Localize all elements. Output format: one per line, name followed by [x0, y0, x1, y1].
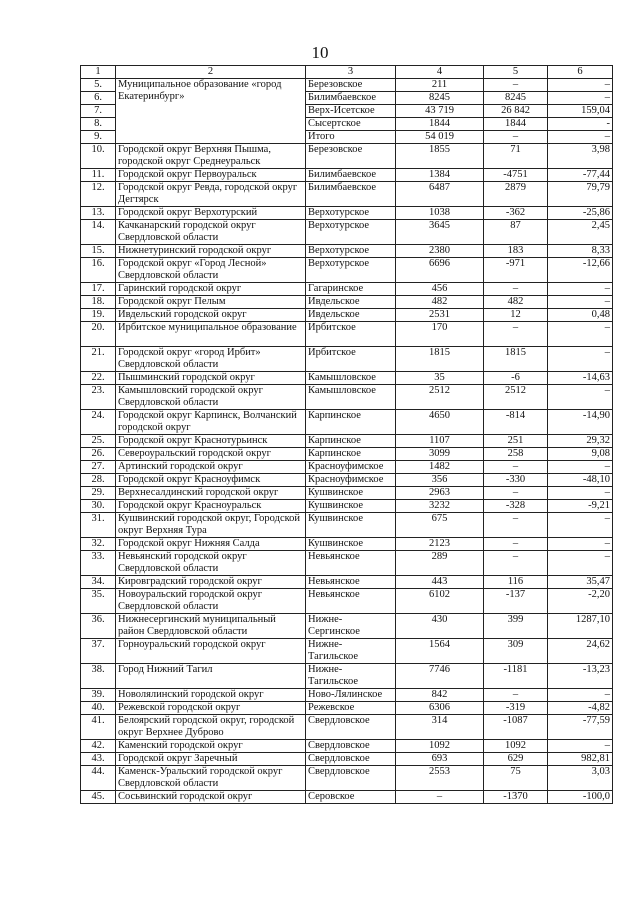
row-number: 41.: [81, 715, 116, 740]
column-6-value: –: [548, 322, 613, 347]
municipality-name: Нижнетуринский городской округ: [116, 245, 306, 258]
forestry-area: Невьянское: [306, 551, 396, 576]
column-4-value: 675: [396, 513, 484, 538]
municipality-name: Качканарский городской округ Свердловской области: [116, 220, 306, 245]
column-5-value: –: [484, 689, 548, 702]
column-5-value: -1181: [484, 664, 548, 689]
municipality-name: Новоуральский городской округ Свердловской области: [116, 589, 306, 614]
column-4-value: 6696: [396, 258, 484, 283]
municipality-name: Городской округ Карпинск, Волчанский городской округ: [116, 410, 306, 435]
table-row: [81, 753, 613, 766]
table-row: [81, 702, 613, 715]
municipality-name: Муниципальное образование «город Екатеринбург»: [116, 79, 306, 144]
municipality-name: Каменск-Уральский городской округ Свердловской области: [116, 766, 306, 791]
forestry-area: Режевское: [306, 702, 396, 715]
column-4-value: 1844: [396, 118, 484, 131]
row-number: 35.: [81, 589, 116, 614]
table-row: [81, 576, 613, 589]
table-row: [81, 664, 613, 689]
forestry-area: Карпинское: [306, 410, 396, 435]
column-5-value: 251: [484, 435, 548, 448]
column-5-value: –: [484, 487, 548, 500]
column-5-value: 1844: [484, 118, 548, 131]
column-4-value: 3645: [396, 220, 484, 245]
municipality-name: Городской округ Верхотурский: [116, 207, 306, 220]
column-5-value: -328: [484, 500, 548, 513]
column-6-value: 29,32: [548, 435, 613, 448]
column-4-value: 3232: [396, 500, 484, 513]
column-5-value: 8245: [484, 92, 548, 105]
column-5-value: 183: [484, 245, 548, 258]
column-4-value: 170: [396, 322, 484, 347]
column-5-value: 71: [484, 144, 548, 169]
column-6-value: 9,08: [548, 448, 613, 461]
row-number: 23.: [81, 385, 116, 410]
column-5-value: 26 842: [484, 105, 548, 118]
table-row: [81, 385, 613, 410]
column-4-value: 35: [396, 372, 484, 385]
forestry-area: Билимбаевское: [306, 182, 396, 207]
column-header-6: 6: [548, 66, 613, 79]
column-6-value: -77,59: [548, 715, 613, 740]
table-row: [81, 500, 613, 513]
municipality-name: Городской округ Первоуральск: [116, 169, 306, 182]
row-number: 24.: [81, 410, 116, 435]
table-row: [81, 283, 613, 296]
column-6-value: –: [548, 347, 613, 372]
row-number: 21.: [81, 347, 116, 372]
column-4-value: 43 719: [396, 105, 484, 118]
forestry-area: Билимбаевское: [306, 92, 396, 105]
municipality-name: Гаринский городской округ: [116, 283, 306, 296]
column-5-value: –: [484, 322, 548, 347]
forestry-area: Ново-Лялинское: [306, 689, 396, 702]
column-4-value: 356: [396, 474, 484, 487]
forestry-area: Красноуфимское: [306, 461, 396, 474]
table-row: [81, 614, 613, 639]
column-4-value: 54 019: [396, 131, 484, 144]
row-number: 25.: [81, 435, 116, 448]
forestry-area: Кушвинское: [306, 538, 396, 551]
row-number: 7.: [81, 105, 116, 118]
row-number: 28.: [81, 474, 116, 487]
column-6-value: –: [548, 461, 613, 474]
row-number: 45.: [81, 791, 116, 804]
forestry-area: Верхотурское: [306, 220, 396, 245]
column-4-value: 8245: [396, 92, 484, 105]
row-number: 38.: [81, 664, 116, 689]
column-header-1: 1: [81, 66, 116, 79]
column-4-value: 1564: [396, 639, 484, 664]
forestry-area: Карпинское: [306, 448, 396, 461]
column-5-value: -330: [484, 474, 548, 487]
column-4-value: 7746: [396, 664, 484, 689]
column-header-5: 5: [484, 66, 548, 79]
column-4-value: 456: [396, 283, 484, 296]
row-number: 15.: [81, 245, 116, 258]
row-number: 16.: [81, 258, 116, 283]
table-row: [81, 740, 613, 753]
column-4-value: 1038: [396, 207, 484, 220]
column-6-value: –: [548, 79, 613, 92]
column-6-value: -48,10: [548, 474, 613, 487]
row-number: 32.: [81, 538, 116, 551]
row-number: 31.: [81, 513, 116, 538]
municipality-name: Городской округ Нижняя Салда: [116, 538, 306, 551]
row-number: 14.: [81, 220, 116, 245]
row-number: 43.: [81, 753, 116, 766]
column-6-value: -2,20: [548, 589, 613, 614]
row-number: 40.: [81, 702, 116, 715]
table-row: [81, 448, 613, 461]
municipality-name: Невьянский городской округ Свердловской области: [116, 551, 306, 576]
municipality-name: Городской округ Ревда, городской округ Дегтярск: [116, 182, 306, 207]
municipality-name: Городской округ «Город Лесной» Свердловской области: [116, 258, 306, 283]
column-6-value: –: [548, 689, 613, 702]
row-number: 18.: [81, 296, 116, 309]
column-4-value: 693: [396, 753, 484, 766]
column-header-2: 2: [116, 66, 306, 79]
row-number: 5.: [81, 79, 116, 92]
column-6-value: 3,03: [548, 766, 613, 791]
column-5-value: -362: [484, 207, 548, 220]
header-row: [81, 66, 613, 79]
column-4-value: 2512: [396, 385, 484, 410]
row-number: 33.: [81, 551, 116, 576]
table-row: [81, 347, 613, 372]
column-4-value: 6306: [396, 702, 484, 715]
column-6-value: -25,86: [548, 207, 613, 220]
column-4-value: 6487: [396, 182, 484, 207]
table-row: [81, 715, 613, 740]
column-6-value: -4,82: [548, 702, 613, 715]
column-5-value: -4751: [484, 169, 548, 182]
column-4-value: 4650: [396, 410, 484, 435]
table-row: [81, 258, 613, 283]
table-row: [81, 410, 613, 435]
forestry-area: Красноуфимское: [306, 474, 396, 487]
column-4-value: –: [396, 791, 484, 804]
column-4-value: 2963: [396, 487, 484, 500]
column-4-value: 443: [396, 576, 484, 589]
column-header-3: 3: [306, 66, 396, 79]
column-4-value: 2380: [396, 245, 484, 258]
municipality-name: Белоярский городской округ, городской округ Верхнее Дуброво: [116, 715, 306, 740]
column-header-4: 4: [396, 66, 484, 79]
table-row: [81, 220, 613, 245]
forestry-area: Камышловское: [306, 372, 396, 385]
row-number: 42.: [81, 740, 116, 753]
column-6-value: –: [548, 487, 613, 500]
table-row: [81, 182, 613, 207]
row-number: 8.: [81, 118, 116, 131]
column-5-value: -1370: [484, 791, 548, 804]
column-6-value: -100,0: [548, 791, 613, 804]
table-row: [81, 487, 613, 500]
row-number: 10.: [81, 144, 116, 169]
forestry-area: Верх-Исетское: [306, 105, 396, 118]
row-number: 12.: [81, 182, 116, 207]
row-number: 9.: [81, 131, 116, 144]
municipality-name: Кушвинский городской округ, Городской округ Верхняя Тура: [116, 513, 306, 538]
column-6-value: –: [548, 92, 613, 105]
column-5-value: –: [484, 131, 548, 144]
column-6-value: 79,79: [548, 182, 613, 207]
column-5-value: 1815: [484, 347, 548, 372]
column-4-value: 2531: [396, 309, 484, 322]
column-5-value: –: [484, 513, 548, 538]
forestry-area: Серовское: [306, 791, 396, 804]
forestry-area: Ивдельское: [306, 296, 396, 309]
forestry-area: Кушвинское: [306, 500, 396, 513]
forestry-area: Камышловское: [306, 385, 396, 410]
table-row: [81, 435, 613, 448]
column-4-value: 2123: [396, 538, 484, 551]
column-5-value: -137: [484, 589, 548, 614]
column-5-value: –: [484, 551, 548, 576]
column-5-value: -1087: [484, 715, 548, 740]
column-5-value: -6: [484, 372, 548, 385]
column-6-value: -77,44: [548, 169, 613, 182]
column-6-value: 982,81: [548, 753, 613, 766]
table-row: [81, 245, 613, 258]
column-4-value: 430: [396, 614, 484, 639]
column-6-value: 3,98: [548, 144, 613, 169]
table-row: [81, 589, 613, 614]
municipality-name: Городской округ Заречный: [116, 753, 306, 766]
column-5-value: –: [484, 538, 548, 551]
forestry-area: Ирбитское: [306, 347, 396, 372]
row-number: 27.: [81, 461, 116, 474]
column-4-value: 289: [396, 551, 484, 576]
column-4-value: 3099: [396, 448, 484, 461]
municipality-name: Камышловский городской округ Свердловской области: [116, 385, 306, 410]
municipality-name: Ирбитское муниципальное образование: [116, 322, 306, 347]
column-5-value: 75: [484, 766, 548, 791]
row-number: 17.: [81, 283, 116, 296]
forestry-area: Невьянское: [306, 589, 396, 614]
municipality-name: Городской округ Верхняя Пышма, городской округ Среднеуральск: [116, 144, 306, 169]
column-6-value: -14,63: [548, 372, 613, 385]
column-5-value: 399: [484, 614, 548, 639]
municipality-name: Сосьвинский городской округ: [116, 791, 306, 804]
column-6-value: -14,90: [548, 410, 613, 435]
column-6-value: –: [548, 296, 613, 309]
row-number: 22.: [81, 372, 116, 385]
table-row: [81, 322, 613, 347]
municipality-name: Горноуральский городской округ: [116, 639, 306, 664]
forestry-area: Березовское: [306, 144, 396, 169]
column-5-value: -319: [484, 702, 548, 715]
row-number: 29.: [81, 487, 116, 500]
column-4-value: 1482: [396, 461, 484, 474]
row-number: 37.: [81, 639, 116, 664]
municipality-name: Ивдельский городской округ: [116, 309, 306, 322]
row-number: 11.: [81, 169, 116, 182]
column-6-value: 24,62: [548, 639, 613, 664]
forestry-area: Карпинское: [306, 435, 396, 448]
column-5-value: 2512: [484, 385, 548, 410]
municipality-name: Североуральский городской округ: [116, 448, 306, 461]
forestry-area: Верхотурское: [306, 207, 396, 220]
forestry-area: Свердловское: [306, 753, 396, 766]
municipality-name: Городской округ «город Ирбит» Свердловской области: [116, 347, 306, 372]
column-6-value: –: [548, 513, 613, 538]
municipality-name: Городской округ Краснотурьинск: [116, 435, 306, 448]
table-row: [81, 791, 613, 804]
row-number: 19.: [81, 309, 116, 322]
forestry-area: Нижне- Тагильское: [306, 664, 396, 689]
table-row: [81, 207, 613, 220]
column-6-value: –: [548, 131, 613, 144]
column-6-value: 8,33: [548, 245, 613, 258]
row-number: 13.: [81, 207, 116, 220]
column-5-value: 309: [484, 639, 548, 664]
table-row: [81, 474, 613, 487]
forestry-area: Свердловское: [306, 715, 396, 740]
column-6-value: 1287,10: [548, 614, 613, 639]
column-4-value: 1815: [396, 347, 484, 372]
forestry-area: Ирбитское: [306, 322, 396, 347]
column-5-value: 2879: [484, 182, 548, 207]
column-4-value: 1384: [396, 169, 484, 182]
column-6-value: –: [548, 385, 613, 410]
forestry-area: Итого: [306, 131, 396, 144]
column-4-value: 842: [396, 689, 484, 702]
municipality-name: Кировградский городской округ: [116, 576, 306, 589]
column-4-value: 1107: [396, 435, 484, 448]
table-row: [81, 551, 613, 576]
column-5-value: 482: [484, 296, 548, 309]
row-number: 34.: [81, 576, 116, 589]
column-4-value: 211: [396, 79, 484, 92]
column-6-value: -13,23: [548, 664, 613, 689]
forestry-area: Нижне- Сергинское: [306, 614, 396, 639]
forestry-area: Свердловское: [306, 766, 396, 791]
municipality-name: Пышминский городской округ: [116, 372, 306, 385]
column-4-value: 482: [396, 296, 484, 309]
column-6-value: –: [548, 538, 613, 551]
municipality-name: Городской округ Красноуральск: [116, 500, 306, 513]
column-6-value: –: [548, 283, 613, 296]
municipality-name: Городской округ Пелым: [116, 296, 306, 309]
column-6-value: -12,66: [548, 258, 613, 283]
municipality-name: Город Нижний Тагил: [116, 664, 306, 689]
column-4-value: 2553: [396, 766, 484, 791]
table-row: [81, 79, 613, 92]
column-4-value: 1092: [396, 740, 484, 753]
municipality-name: Режевской городской округ: [116, 702, 306, 715]
municipality-name: Артинский городской округ: [116, 461, 306, 474]
forestry-area: Сысертское: [306, 118, 396, 131]
column-6-value: -: [548, 118, 613, 131]
forestry-area: Гагаринское: [306, 283, 396, 296]
forestry-area: Верхотурское: [306, 245, 396, 258]
table-row: [81, 766, 613, 791]
municipality-name: Городской округ Красноуфимск: [116, 474, 306, 487]
row-number: 20.: [81, 322, 116, 347]
column-4-value: 314: [396, 715, 484, 740]
column-6-value: –: [548, 551, 613, 576]
municipality-name: Нижнесергинский муниципальный район Свердловской области: [116, 614, 306, 639]
page-number: 10: [311, 43, 329, 62]
forestry-area: Билимбаевское: [306, 169, 396, 182]
column-6-value: 35,47: [548, 576, 613, 589]
row-number: 26.: [81, 448, 116, 461]
municipality-name: Новолялинский городской округ: [116, 689, 306, 702]
column-5-value: 116: [484, 576, 548, 589]
column-5-value: –: [484, 461, 548, 474]
forestry-area: Березовское: [306, 79, 396, 92]
table-row: [81, 144, 613, 169]
forestry-area: Кушвинское: [306, 487, 396, 500]
column-5-value: –: [484, 79, 548, 92]
column-6-value: 2,45: [548, 220, 613, 245]
column-5-value: 87: [484, 220, 548, 245]
forestry-area: Ивдельское: [306, 309, 396, 322]
table-row: [81, 689, 613, 702]
column-5-value: -971: [484, 258, 548, 283]
table-row: [81, 169, 613, 182]
municipality-name: Каменский городской округ: [116, 740, 306, 753]
forestry-area: Свердловское: [306, 740, 396, 753]
data-table: [80, 65, 613, 804]
row-number: 36.: [81, 614, 116, 639]
column-5-value: –: [484, 283, 548, 296]
row-number: 44.: [81, 766, 116, 791]
table-row: [81, 513, 613, 538]
table-row: [81, 461, 613, 474]
row-number: 30.: [81, 500, 116, 513]
column-6-value: 159,04: [548, 105, 613, 118]
table-row: [81, 372, 613, 385]
forestry-area: Нижне- Тагильское: [306, 639, 396, 664]
table-row: [81, 296, 613, 309]
column-5-value: -814: [484, 410, 548, 435]
row-number: 39.: [81, 689, 116, 702]
column-6-value: –: [548, 740, 613, 753]
column-5-value: 258: [484, 448, 548, 461]
column-6-value: -9,21: [548, 500, 613, 513]
column-5-value: 12: [484, 309, 548, 322]
column-4-value: 1855: [396, 144, 484, 169]
column-4-value: 6102: [396, 589, 484, 614]
column-5-value: 1092: [484, 740, 548, 753]
column-5-value: 629: [484, 753, 548, 766]
column-6-value: 0,48: [548, 309, 613, 322]
row-number: 6.: [81, 92, 116, 105]
table-row: [81, 639, 613, 664]
table-row: [81, 538, 613, 551]
forestry-area: Кушвинское: [306, 513, 396, 538]
municipality-name: Верхнесалдинский городской округ: [116, 487, 306, 500]
forestry-area: Невьянское: [306, 576, 396, 589]
forestry-area: Верхотурское: [306, 258, 396, 283]
table-row: [81, 309, 613, 322]
